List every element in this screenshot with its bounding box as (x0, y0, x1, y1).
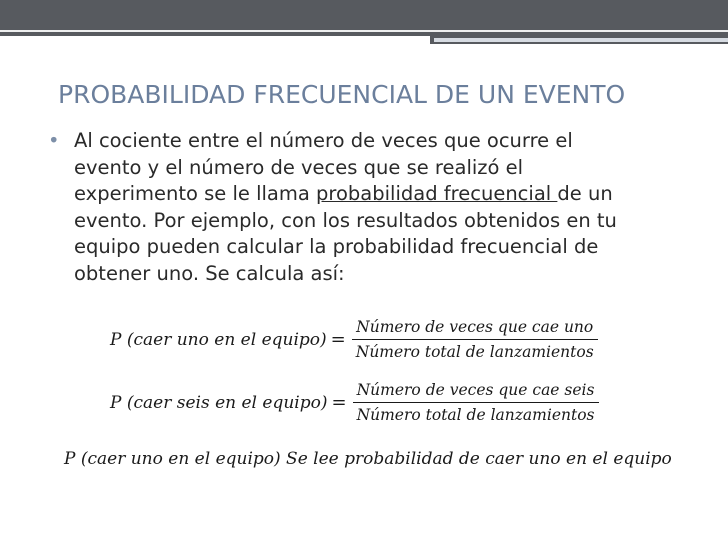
formula-2-denominator: Número total de lanzamientos (356, 406, 595, 425)
formula-2-lhs: P (caer seis en el equipo) (110, 392, 328, 413)
formula-2-equals: = (331, 392, 347, 414)
paragraph-line-2: evento y el número de veces que se realizó el (74, 155, 524, 179)
bullet-marker: • (48, 129, 60, 152)
formula-2-numerator: Número de veces que cae seis (356, 381, 595, 399)
formula-2-fraction (353, 381, 599, 424)
paragraph-line-3-end: de un (557, 182, 613, 205)
formula-caer-uno (110, 318, 598, 361)
formula-1-fraction (352, 318, 598, 361)
fraction-bar (352, 339, 598, 340)
formula-1-lhs: P (caer uno en el equipo) (110, 329, 327, 350)
paragraph-line-4: evento. Por ejemplo, con los resultados obtenidos en tu (74, 208, 617, 232)
paragraph-line-6: obtener uno. Se calcula así: (74, 261, 345, 285)
formula-caer-seis (110, 381, 599, 424)
formula-1-numerator: Número de veces que cae uno (356, 318, 594, 336)
header-tab-accent (430, 36, 728, 44)
slide-body (48, 128, 708, 287)
reading-statement: P (caer uno en el equipo) Se lee probabilidad de caer uno en el equipo (64, 449, 672, 469)
formula-1-denominator: Número total de lanzamientos (355, 343, 594, 362)
paragraph-line-5: equipo pueden calcular la probabilidad frecuencial de (74, 235, 599, 258)
paragraph-line-3-start: experimento se le llama (74, 182, 317, 205)
paragraph-line-3 (74, 181, 708, 208)
header-divider-line (0, 30, 728, 32)
paragraph-line-1: Al cociente entre el número de veces que ocurre el (74, 129, 573, 152)
term-underlined: probabilidad frecuencial (316, 182, 558, 205)
fraction-bar (353, 402, 599, 403)
body-paragraph (74, 128, 708, 287)
formula-1-equals: = (330, 329, 346, 351)
slide-title: PROBABILIDAD FRECUENCIAL DE UN EVENTO (58, 80, 626, 109)
